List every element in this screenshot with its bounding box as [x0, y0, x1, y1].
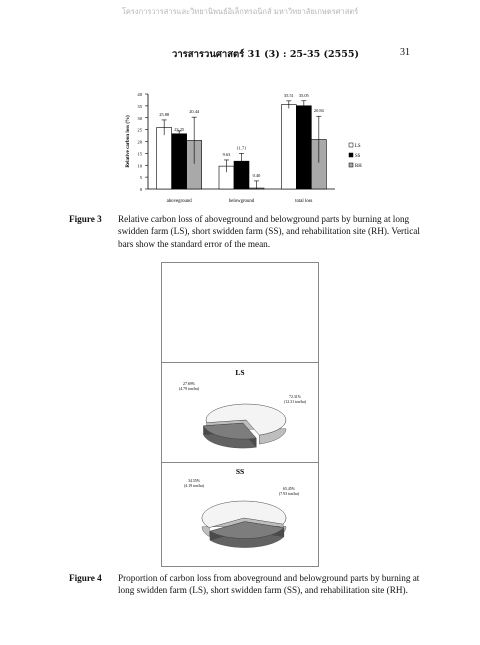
y-tick-label: 5	[139, 175, 142, 181]
pie-chart-ls	[162, 263, 318, 363]
data-label: 23.25	[174, 126, 185, 132]
data-label: 35.05	[298, 92, 309, 98]
figure3-label: Figure 3	[69, 214, 102, 224]
bar	[281, 105, 296, 189]
pie-data-label: (4.79 ton/ha)	[178, 387, 200, 392]
pie-panel-ss	[161, 362, 319, 464]
data-label: 20.44	[189, 109, 200, 115]
figure3-caption: Relative carbon loss of aboveground and belowground parts by burning at long swidden farm (LS), short swidden farm (SS), and rehabilitation site (RH). Vertical bars show the standard error of the mean.	[118, 214, 420, 249]
legend-label: SS	[355, 153, 361, 159]
figure4-panels	[161, 262, 319, 567]
pie-data-label: 27.69%	[183, 382, 195, 386]
pie-chart-rh	[162, 463, 318, 566]
pie-panel-rh	[161, 462, 319, 567]
pie-title: SS	[235, 467, 245, 476]
bar	[172, 134, 187, 189]
y-tick-label: 30	[137, 115, 142, 121]
pie-chart-ss	[162, 363, 318, 463]
x-tick-label: aboveground	[166, 199, 192, 204]
y-tick-label: 10	[137, 163, 142, 169]
y-tick-label: 25	[137, 127, 142, 133]
figure4-label: Figure 4	[69, 573, 102, 583]
pie-data-label: (7.93 ton/ha)	[278, 492, 300, 497]
legend-swatch	[349, 163, 353, 167]
watermark: โครงการวารสารและวิทยานิพนธ์อิเล็กทรอนิกส์ มหาวิทยาลัยเกษตรศาสตร์	[121, 7, 359, 16]
pie-data-label: 65.45%	[283, 487, 295, 491]
pie-data-label: (4.19 ton/ha)	[183, 484, 205, 489]
figure3-caption-block	[69, 213, 421, 250]
y-tick-label: 35	[137, 103, 142, 109]
legend-label: RH	[355, 163, 362, 169]
legend-swatch	[349, 153, 353, 157]
bar	[157, 128, 172, 189]
data-label: 9.63	[222, 151, 231, 157]
pie-title: LS	[235, 368, 245, 377]
legend-label: LS	[355, 143, 361, 149]
pie-data-label: 72.31%	[289, 395, 301, 399]
x-tick-label: total loss	[295, 199, 313, 204]
figure4-caption-block	[69, 572, 421, 597]
data-label: 35.51	[283, 92, 294, 98]
y-tick-label: 0	[139, 187, 142, 192]
data-label: 11.71	[236, 145, 247, 151]
pie-data-label: (12.31 ton/ha)	[283, 400, 307, 405]
legend-swatch	[349, 143, 353, 147]
figure4-caption: Proportion of carbon loss from aboveground and belowground parts by burning at long swidden farm (LS), short swidden farm (SS), and rehabilitation site (RH).	[118, 573, 420, 596]
x-tick-label: belowground	[228, 199, 255, 204]
y-tick-label: 15	[137, 151, 142, 157]
y-tick-label: 20	[137, 139, 142, 145]
page-number: 31	[400, 47, 410, 58]
pie-panel-ls	[161, 262, 319, 364]
data-label: 20.84	[313, 108, 324, 114]
y-axis-label: Relative carbon loss (%)	[126, 115, 131, 168]
data-label: 0.40	[252, 173, 261, 179]
y-tick-label: 40	[137, 92, 142, 97]
pie-data-label: 34.55%	[188, 479, 200, 483]
journal-reference: วารสารวนศาสตร์ 31 (3) : 25-35 (2555)	[172, 49, 359, 60]
data-label: 25.88	[159, 111, 170, 117]
bar	[296, 106, 311, 189]
